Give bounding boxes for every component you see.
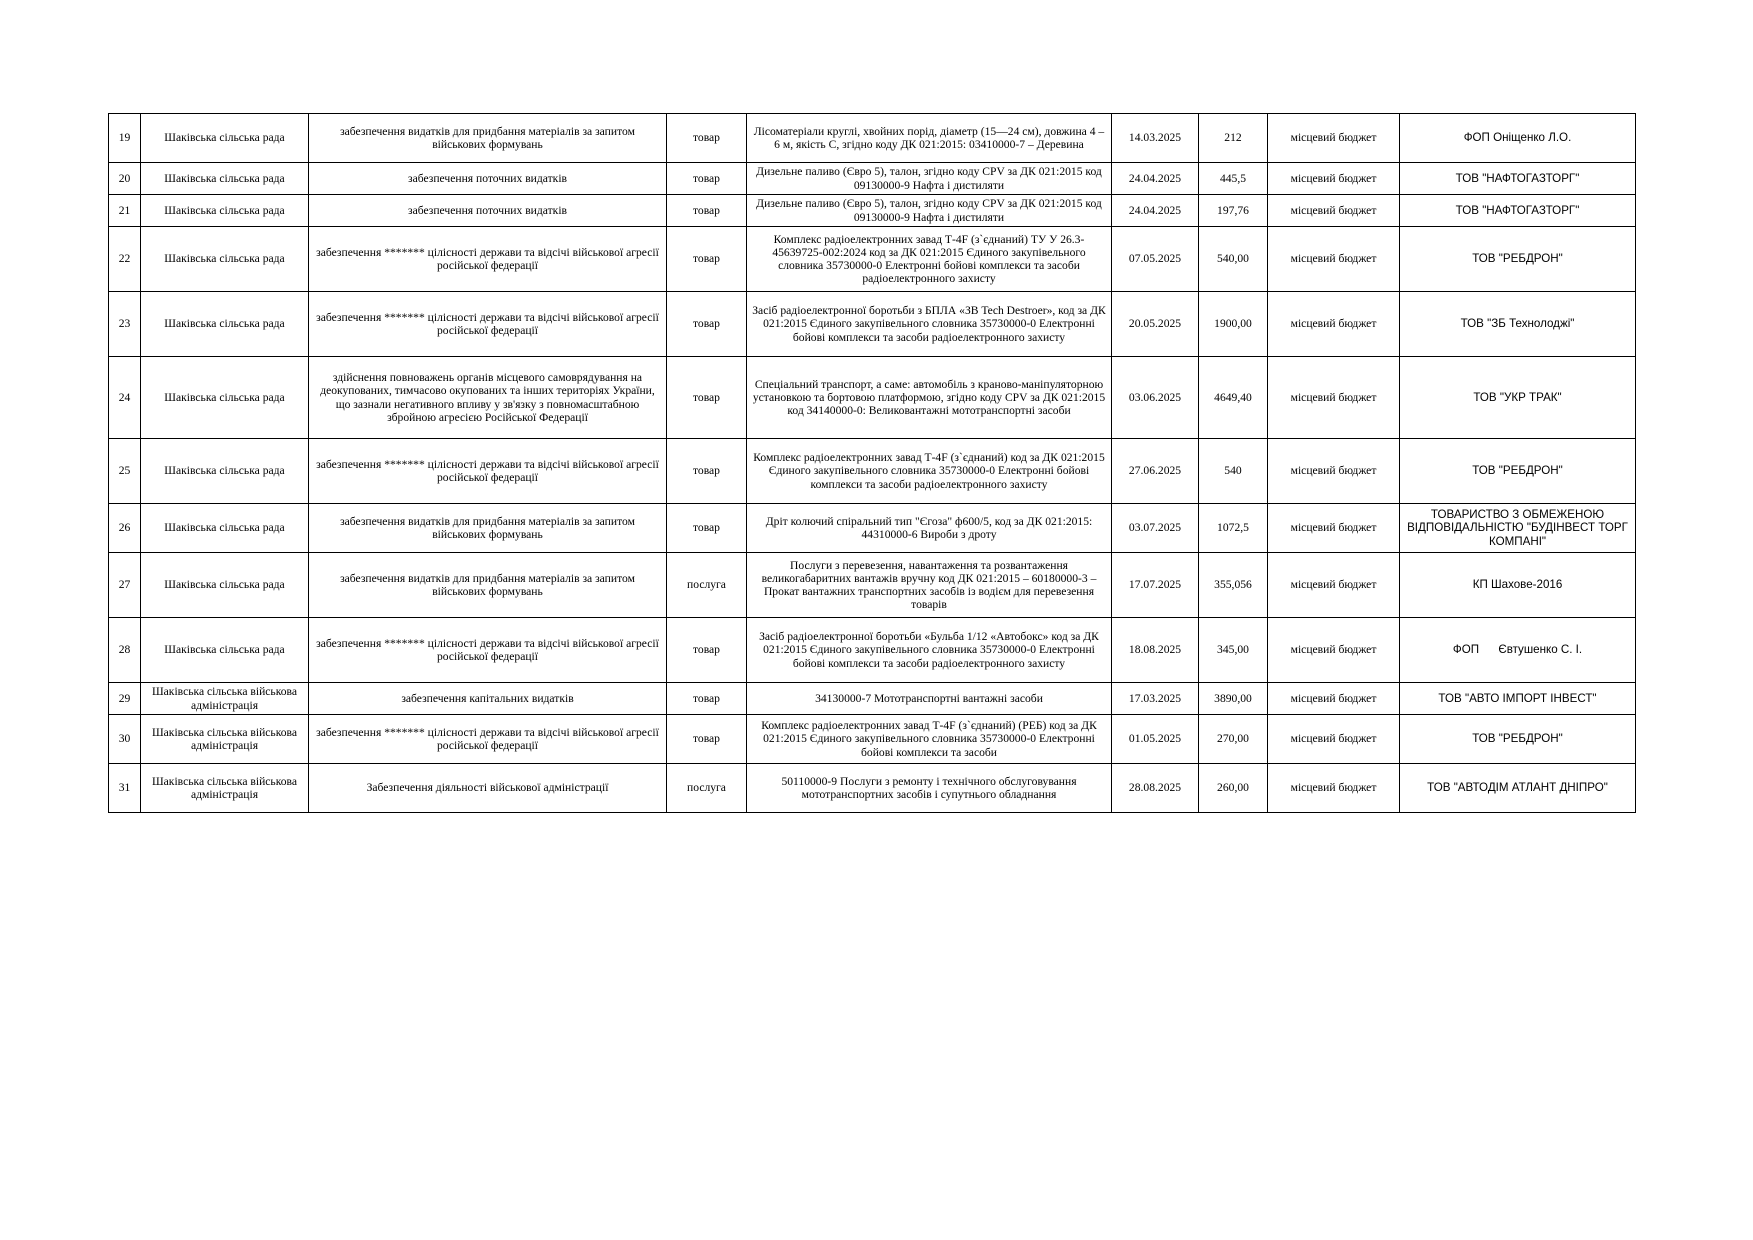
supplier-cell: ТОВ "УКР ТРАК" (1400, 357, 1636, 439)
supplier-cell: ФОП Євтушенко С. І. (1400, 618, 1636, 683)
type-cell: послуга (667, 553, 747, 618)
row-number-cell: 31 (109, 764, 141, 813)
row-number-cell: 28 (109, 618, 141, 683)
date-cell: 18.08.2025 (1112, 618, 1199, 683)
purpose-cell: забезпечення поточних видатків (309, 163, 667, 195)
amount-cell: 4649,40 (1199, 357, 1268, 439)
type-cell: послуга (667, 764, 747, 813)
funding-cell: місцевий бюджет (1268, 357, 1400, 439)
supplier-cell: ТОВ "РЕБДРОН" (1400, 439, 1636, 504)
supplier-cell: ТОВАРИСТВО З ОБМЕЖЕНОЮ ВІДПОВІДАЛЬНІСТЮ "БУДІНВЕСТ ТОРГ КОМПАНІ" (1400, 504, 1636, 553)
type-cell: товар (667, 292, 747, 357)
row-number-cell: 20 (109, 163, 141, 195)
funding-cell: місцевий бюджет (1268, 504, 1400, 553)
supplier-cell: ТОВ "НАФТОГАЗТОРГ" (1400, 163, 1636, 195)
funding-cell: місцевий бюджет (1268, 195, 1400, 227)
table-row (109, 357, 1636, 439)
funding-cell: місцевий бюджет (1268, 618, 1400, 683)
purpose-cell: забезпечення поточних видатків (309, 195, 667, 227)
table-body (109, 114, 1636, 813)
table-row (109, 163, 1636, 195)
type-cell: товар (667, 715, 747, 764)
funding-cell: місцевий бюджет (1268, 292, 1400, 357)
subject-cell: Послуги з перевезення, навантаження та розвантаження великогабаритних вантажів вручну код ДК 021:2015 – 60180000-3 – Прокат вантажних транспортних засобів із водієм для перевезення товарів (747, 553, 1112, 618)
subject-cell: Лісоматеріали круглі, хвойних порід, діаметр (15—24 см), довжина 4 – 6 м, якість С, згідно коду ДК 021:2015: 03410000-7 – Деревина (747, 114, 1112, 163)
customer-cell: Шаківська сільська рада (141, 553, 309, 618)
customer-cell: Шаківська сільська рада (141, 439, 309, 504)
row-number-cell: 29 (109, 683, 141, 715)
supplier-cell: ТОВ "НАФТОГАЗТОРГ" (1400, 195, 1636, 227)
date-cell: 24.04.2025 (1112, 163, 1199, 195)
amount-cell: 260,00 (1199, 764, 1268, 813)
subject-cell: Дизельне паливо (Євро 5), талон, згідно коду CPV за ДК 021:2015 код 09130000-9 Нафта і дистиляти (747, 195, 1112, 227)
purpose-cell: забезпечення ******* цілісності держави та відсічі військової агресії російської федерації (309, 715, 667, 764)
supplier-cell: ТОВ "АВТО ІМПОРТ ІНВЕСТ" (1400, 683, 1636, 715)
subject-cell: 50110000-9 Послуги з ремонту і технічного обслуговування мототранспортних засобів і супутнього обладнання (747, 764, 1112, 813)
supplier-cell: КП Шахове-2016 (1400, 553, 1636, 618)
amount-cell: 355,056 (1199, 553, 1268, 618)
row-number-cell: 25 (109, 439, 141, 504)
supplier-cell: ФОП Оніщенко Л.О. (1400, 114, 1636, 163)
subject-cell: Дизельне паливо (Євро 5), талон, згідно коду CPV за ДК 021:2015 код 09130000-9 Нафта і дистиляти (747, 163, 1112, 195)
amount-cell: 540,00 (1199, 227, 1268, 292)
amount-cell: 345,00 (1199, 618, 1268, 683)
supplier-cell: ТОВ "АВТОДІМ АТЛАНТ ДНІПРО" (1400, 764, 1636, 813)
purpose-cell: забезпечення ******* цілісності держави та відсічі військової агресії російської федерації (309, 227, 667, 292)
table-row (109, 439, 1636, 504)
date-cell: 17.07.2025 (1112, 553, 1199, 618)
date-cell: 17.03.2025 (1112, 683, 1199, 715)
purpose-cell: забезпечення ******* цілісності держави та відсічі військової агресії російської федерації (309, 292, 667, 357)
purpose-cell: забезпечення ******* цілісності держави та відсічі військової агресії російської федерації (309, 439, 667, 504)
table-row (109, 764, 1636, 813)
funding-cell: місцевий бюджет (1268, 553, 1400, 618)
type-cell: товар (667, 195, 747, 227)
supplier-cell: ТОВ "РЕБДРОН" (1400, 227, 1636, 292)
row-number-cell: 19 (109, 114, 141, 163)
subject-cell: Засіб радіоелектронної боротьби з БПЛА «ЗВ Tech Destroer», код за ДК 021:2015 Єдиного закупівельного словника 35730000-0 Електронні бойові комплекси та засоби радіоелектронного захисту (747, 292, 1112, 357)
purpose-cell: здійснення повноважень органів місцевого самоврядування на деокупованих, тимчасово окупованих та інших територіях України, що зазнали негативного впливу у зв'язку з повномасштабною збройною агресією Російської Федерації (309, 357, 667, 439)
row-number-cell: 21 (109, 195, 141, 227)
amount-cell: 540 (1199, 439, 1268, 504)
table-row (109, 715, 1636, 764)
table-row (109, 227, 1636, 292)
customer-cell: Шаківська сільська рада (141, 114, 309, 163)
type-cell: товар (667, 114, 747, 163)
supplier-cell: ТОВ "РЕБДРОН" (1400, 715, 1636, 764)
purpose-cell: Забезпечення діяльності військової адміністрації (309, 764, 667, 813)
funding-cell: місцевий бюджет (1268, 715, 1400, 764)
row-number-cell: 27 (109, 553, 141, 618)
table-row (109, 195, 1636, 227)
amount-cell: 445,5 (1199, 163, 1268, 195)
row-number-cell: 24 (109, 357, 141, 439)
amount-cell: 197,76 (1199, 195, 1268, 227)
customer-cell: Шаківська сільська рада (141, 163, 309, 195)
type-cell: товар (667, 683, 747, 715)
date-cell: 27.06.2025 (1112, 439, 1199, 504)
table-row (109, 292, 1636, 357)
supplier-cell: ТОВ "ЗБ Технолоджі" (1400, 292, 1636, 357)
purpose-cell: забезпечення капітальних видатків (309, 683, 667, 715)
type-cell: товар (667, 163, 747, 195)
funding-cell: місцевий бюджет (1268, 683, 1400, 715)
type-cell: товар (667, 357, 747, 439)
date-cell: 28.08.2025 (1112, 764, 1199, 813)
amount-cell: 270,00 (1199, 715, 1268, 764)
customer-cell: Шаківська сільська військова адміністрація (141, 683, 309, 715)
subject-cell: Комплекс радіоелектронних завад Т-4F (з`єднаний) ТУ У 26.3-45639725-002:2024 код за ДК 021:2015 Єдиного закупівельного словника 35730000-0 Електронні бойові комплекси та засоби радіоелектронного захисту (747, 227, 1112, 292)
date-cell: 07.05.2025 (1112, 227, 1199, 292)
funding-cell: місцевий бюджет (1268, 439, 1400, 504)
purpose-cell: забезпечення видатків для придбання матеріалів за запитом військових формувань (309, 553, 667, 618)
date-cell: 01.05.2025 (1112, 715, 1199, 764)
row-number-cell: 23 (109, 292, 141, 357)
purpose-cell: забезпечення ******* цілісності держави та відсічі військової агресії російської федерації (309, 618, 667, 683)
table-row (109, 683, 1636, 715)
customer-cell: Шаківська сільська рада (141, 357, 309, 439)
funding-cell: місцевий бюджет (1268, 114, 1400, 163)
row-number-cell: 30 (109, 715, 141, 764)
type-cell: товар (667, 439, 747, 504)
table-row (109, 114, 1636, 163)
purpose-cell: забезпечення видатків для придбання матеріалів за запитом військових формувань (309, 114, 667, 163)
subject-cell: Комплекс радіоелектронних завад Т-4F (з`єднаний) код за ДК 021:2015 Єдиного закупівельного словника 35730000-0 Електронні бойові комплекси та засоби радіоелектронного захисту (747, 439, 1112, 504)
date-cell: 03.07.2025 (1112, 504, 1199, 553)
row-number-cell: 26 (109, 504, 141, 553)
customer-cell: Шаківська сільська рада (141, 195, 309, 227)
date-cell: 20.05.2025 (1112, 292, 1199, 357)
amount-cell: 3890,00 (1199, 683, 1268, 715)
customer-cell: Шаківська сільська рада (141, 292, 309, 357)
procurement-table (108, 113, 1636, 813)
date-cell: 24.04.2025 (1112, 195, 1199, 227)
customer-cell: Шаківська сільська рада (141, 227, 309, 292)
type-cell: товар (667, 618, 747, 683)
subject-cell: 34130000-7 Мототранспортні вантажні засоби (747, 683, 1112, 715)
subject-cell: Дріт колючий спіральний тип "Єгоза" ф600/5, код за ДК 021:2015: 44310000-6 Вироби з дроту (747, 504, 1112, 553)
table-row (109, 618, 1636, 683)
funding-cell: місцевий бюджет (1268, 227, 1400, 292)
amount-cell: 1900,00 (1199, 292, 1268, 357)
table-row (109, 504, 1636, 553)
customer-cell: Шаківська сільська рада (141, 618, 309, 683)
funding-cell: місцевий бюджет (1268, 163, 1400, 195)
amount-cell: 212 (1199, 114, 1268, 163)
type-cell: товар (667, 227, 747, 292)
amount-cell: 1072,5 (1199, 504, 1268, 553)
table-row (109, 553, 1636, 618)
subject-cell: Засіб радіоелектронної боротьби «Бульба 1/12 «Автобокс» код за ДК 021:2015 Єдиного закупівельного словника 35730000-0 Електронні бойові комплекси та засоби радіоелектронного захисту (747, 618, 1112, 683)
date-cell: 14.03.2025 (1112, 114, 1199, 163)
subject-cell: Комплекс радіоелектронних завад Т-4F (з`єднаний) (РЕБ) код за ДК 021:2015 Єдиного закупівельного словника 35730000-0 Електронні бойові комплекси та засоби (747, 715, 1112, 764)
subject-cell: Спеціальний транспорт, а саме: автомобіль з краново-маніпуляторною установкою та бортовою платформою, згідно коду CPV за ДК 021:2015 код 34140000-0: Великовантажні мототранспортні засоби (747, 357, 1112, 439)
funding-cell: місцевий бюджет (1268, 764, 1400, 813)
customer-cell: Шаківська сільська військова адміністрація (141, 764, 309, 813)
purpose-cell: забезпечення видатків для придбання матеріалів за запитом військових формувань (309, 504, 667, 553)
row-number-cell: 22 (109, 227, 141, 292)
customer-cell: Шаківська сільська військова адміністрація (141, 715, 309, 764)
type-cell: товар (667, 504, 747, 553)
date-cell: 03.06.2025 (1112, 357, 1199, 439)
customer-cell: Шаківська сільська рада (141, 504, 309, 553)
